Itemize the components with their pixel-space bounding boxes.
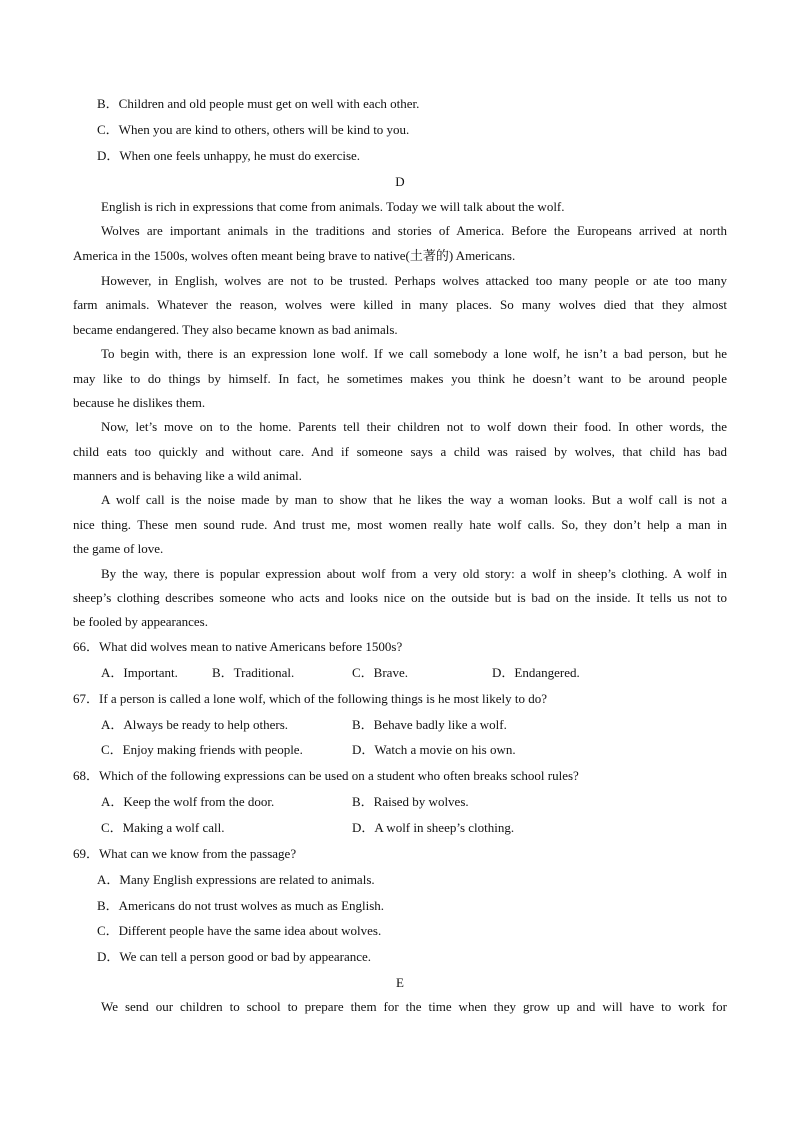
question-66-option-d[interactable]: D．Endangered. (492, 665, 580, 680)
question-67-option-a[interactable]: A．Always be ready to help others. (101, 717, 289, 732)
question-68-option-d[interactable]: D．A wolf in sheep’s clothing. (352, 820, 515, 835)
passage-line: By the way, there is popular expression about wolf from a very old story: a wolf in sheep’s clothing. A wolf in (101, 566, 727, 581)
passage-line: may like to do things by himself. In fact, he sometimes makes you think he doesn’t want to be around people (73, 371, 727, 386)
question-69-stem: 69．What can we know from the passage? (73, 846, 297, 861)
passage-line: To begin with, there is an expression lone wolf. If we call somebody a lone wolf, he isn’t a bad person, but he (101, 346, 727, 361)
question-67-stem: 67．If a person is called a lone wolf, which of the following things is he most likely to do? (73, 691, 548, 706)
passage-line: child eats too quickly and without care. And if someone says a child was raised by wolves, that child has bad (73, 444, 727, 459)
passage-line: nice thing. These men sound rude. And trust me, most women really hate wolf calls. So, they don’t help a man in (73, 517, 727, 532)
passage-line: the game of love. (73, 541, 164, 556)
passage-line: America in the 1500s, wolves often meant being brave to native(土著的) Americans. (73, 248, 516, 263)
question-67-option-c[interactable]: C．Enjoy making friends with people. (101, 742, 303, 757)
passage-line: sheep’s clothing describes someone who acts and looks nice on the outside but is bad on the inside. It tells us not to (73, 590, 727, 605)
question-67-option-b[interactable]: B．Behave badly like a wolf. (352, 717, 507, 732)
passage-line: We send our children to school to prepare them for the time when they grow up and will have to work for (101, 999, 727, 1014)
question-68-option-b[interactable]: B．Raised by wolves. (352, 794, 469, 809)
question-69-option-c[interactable]: C．Different people have the same idea about wolves. (97, 923, 382, 938)
passage-line: became endangered. They also became known as bad animals. (73, 322, 398, 337)
passage-line: Now, let’s move on to the home. Parents tell their children not to wolf down their food. In other words, the (101, 419, 727, 434)
question-66-option-a[interactable]: A．Important. (101, 665, 178, 680)
passage-line: be fooled by appearances. (73, 614, 208, 629)
question-66-option-c[interactable]: C．Brave. (352, 665, 408, 680)
question-68-stem: 68．Which of the following expressions can be used on a student who often breaks school rules? (73, 768, 579, 783)
question-66-stem: 66．What did wolves mean to native Americans before 1500s? (73, 639, 403, 654)
passage-line: because he dislikes them. (73, 395, 206, 410)
question-66-option-b[interactable]: B．Traditional. (212, 665, 295, 680)
question-69-option-b[interactable]: B．Americans do not trust wolves as much as English. (97, 898, 385, 913)
prev-option-d: D．When one feels unhappy, he must do exercise. (97, 148, 361, 163)
passage-line: manners and is behaving like a wild animal. (73, 468, 302, 483)
question-68-option-a[interactable]: A．Keep the wolf from the door. (101, 794, 275, 809)
question-68-option-c[interactable]: C．Making a wolf call. (101, 820, 225, 835)
passage-line: A wolf call is the noise made by man to show that he likes the way a woman looks. But a wolf call is not a (101, 492, 727, 507)
section-d-heading: D (395, 174, 405, 189)
question-67-option-d[interactable]: D．Watch a movie on his own. (352, 742, 516, 757)
prev-option-c: C．When you are kind to others, others will be kind to you. (97, 122, 410, 137)
passage-line: However, in English, wolves are not to be trusted. Perhaps wolves attacked too many people or ate too many (101, 273, 727, 288)
question-69-option-a[interactable]: A．Many English expressions are related to animals. (97, 872, 375, 887)
question-69-option-d[interactable]: D．We can tell a person good or bad by appearance. (97, 949, 372, 964)
passage-line: Wolves are important animals in the traditions and stories of America. Before the Europeans arrived at north (101, 223, 727, 238)
section-e-heading: E (396, 975, 404, 990)
prev-option-b: B．Children and old people must get on well with each other. (97, 96, 420, 111)
passage-line: English is rich in expressions that come from animals. Today we will talk about the wolf. (101, 199, 565, 214)
passage-line: farm animals. Whatever the reason, wolves were killed in many places. So many wolves died that they almost (73, 297, 727, 312)
